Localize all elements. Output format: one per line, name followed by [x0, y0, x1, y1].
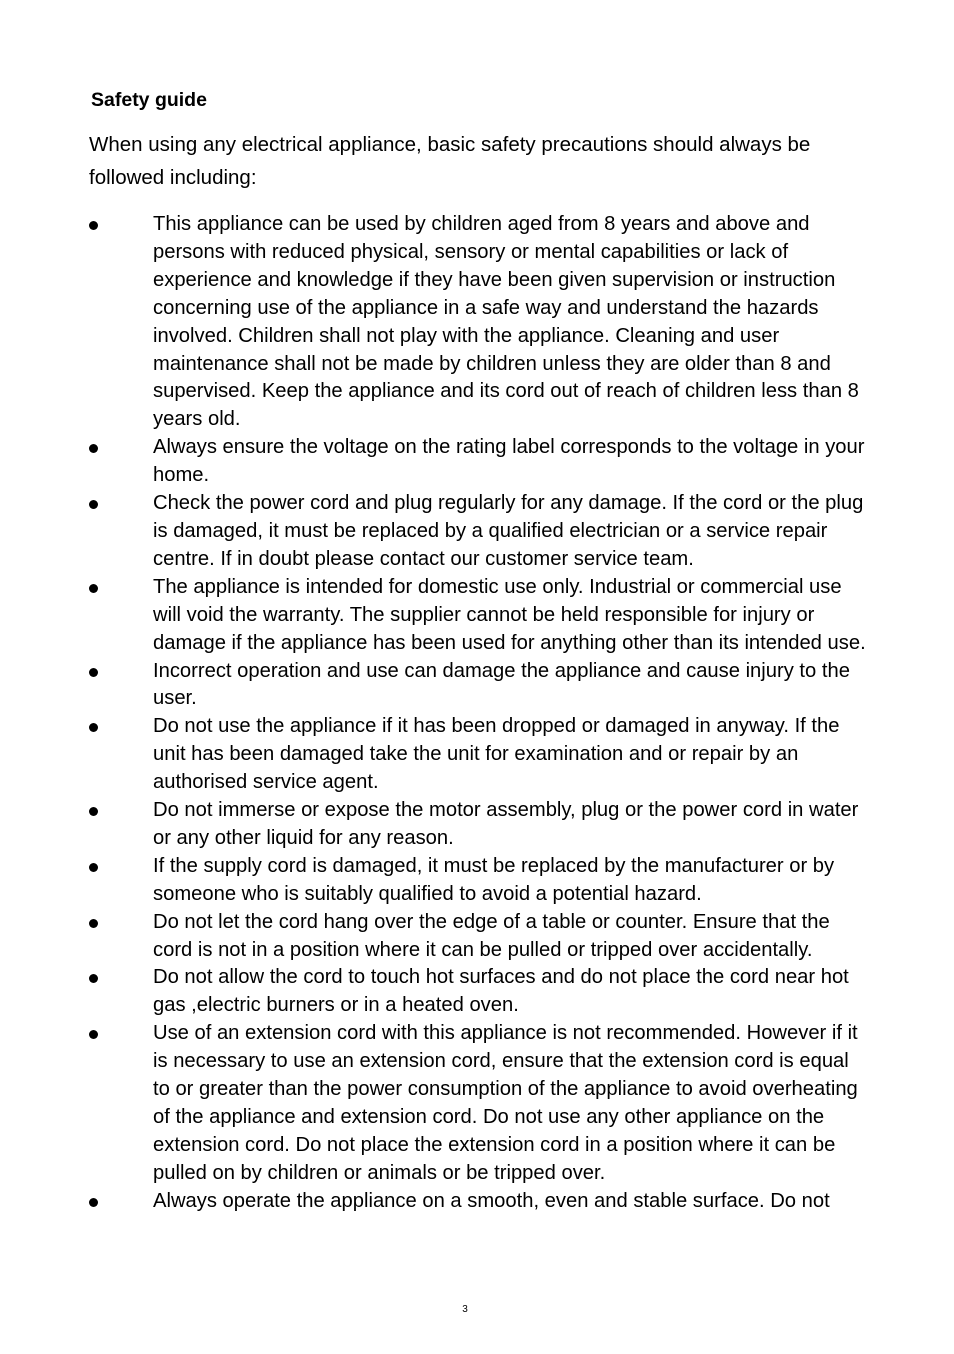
list-item — [0, 853, 868, 909]
list-item-text: The appliance is intended for domestic use only. Industrial or commercial use will void the warranty. The supplier cannot be held responsible for injury or damage if the appliance has been used for anything other than its intended use. — [153, 575, 866, 654]
safety-bullet-list — [0, 211, 954, 1216]
list-item — [0, 1020, 868, 1187]
section-heading: Safety guide — [91, 89, 207, 111]
list-item — [0, 211, 868, 434]
list-item-text: Check the power cord and plug regularly for any damage. If the cord or the plug is damaged, it must be replaced by a qualified electrician or a service repair centre. If in doubt please contact our customer service team. — [153, 492, 864, 570]
list-item — [0, 658, 868, 714]
list-item — [0, 1188, 868, 1216]
bullet-icon — [89, 500, 98, 509]
list-item-text: This appliance can be used by children aged from 8 years and above and persons with reduced physical, sensory or mental capabilities or lack of experience and knowledge if they have been given supervision or instruction concerning use of the appliance in a safe way and understand the hazards involved. Children shall not play with the appliance. Cleaning and user maintenance shall not be made by children unless they are older than 8 and supervised. Keep the appliance and its cord out of reach of children less than 8 years old. — [153, 213, 859, 431]
bullet-icon — [89, 863, 98, 872]
list-item-text: Use of an extension cord with this appliance is not recommended. However if it is necessary to use an extension cord, ensure that the extension cord is equal to or greater than the power consumption of the appliance to avoid overheating of the appliance and extension cord. Do not use any other appliance on the extension cord. Do not place the extension cord in a position where it can be pulled on by children or animals or be tripped over. — [153, 1022, 858, 1184]
bullet-icon — [89, 668, 98, 677]
list-item — [0, 434, 868, 490]
bullet-icon — [89, 1030, 98, 1039]
bullet-icon — [89, 444, 98, 453]
bullet-icon — [89, 584, 98, 593]
list-item — [0, 797, 868, 853]
list-item-text: If the supply cord is damaged, it must be replaced by the manufacturer or by someone who is suitably qualified to avoid a potential hazard. — [153, 854, 835, 905]
list-item-text: Do not immerse or expose the motor assembly, plug or the power cord in water or any other liquid for any reason. — [153, 799, 859, 849]
bullet-icon — [89, 974, 98, 983]
bullet-icon — [89, 1198, 98, 1207]
list-item — [0, 713, 868, 797]
list-item-text: Do not let the cord hang over the edge of a table or counter. Ensure that the cord is not in a position where it can be pulled or tripped over accidentally. — [153, 910, 830, 961]
intro-paragraph: When using any electrical appliance, basic safety precautions should always be followed including: — [89, 133, 811, 189]
bullet-icon — [89, 807, 98, 816]
list-item-text: Do not use the appliance if it has been dropped or damaged in anyway. If the unit has been damaged take the unit for examination and or repair by an authorised service agent. — [153, 715, 840, 794]
list-item — [0, 909, 868, 965]
list-item — [0, 574, 868, 658]
bullet-icon — [89, 221, 98, 230]
bullet-icon — [89, 919, 98, 928]
bullet-icon — [89, 723, 98, 732]
list-item-text: Incorrect operation and use can damage the appliance and cause injury to the user. — [153, 659, 850, 710]
page-number: 3 — [462, 1304, 468, 1315]
list-item-text: Do not allow the cord to touch hot surfaces and do not place the cord near hot gas ,electric burners or in a heated oven. — [153, 966, 849, 1017]
list-item — [0, 490, 868, 574]
list-item-text: Always operate the appliance on a smooth, even and stable surface. Do not — [153, 1189, 830, 1212]
list-item — [0, 964, 868, 1020]
list-item-text: Always ensure the voltage on the rating label corresponds to the voltage in your home. — [153, 436, 865, 487]
